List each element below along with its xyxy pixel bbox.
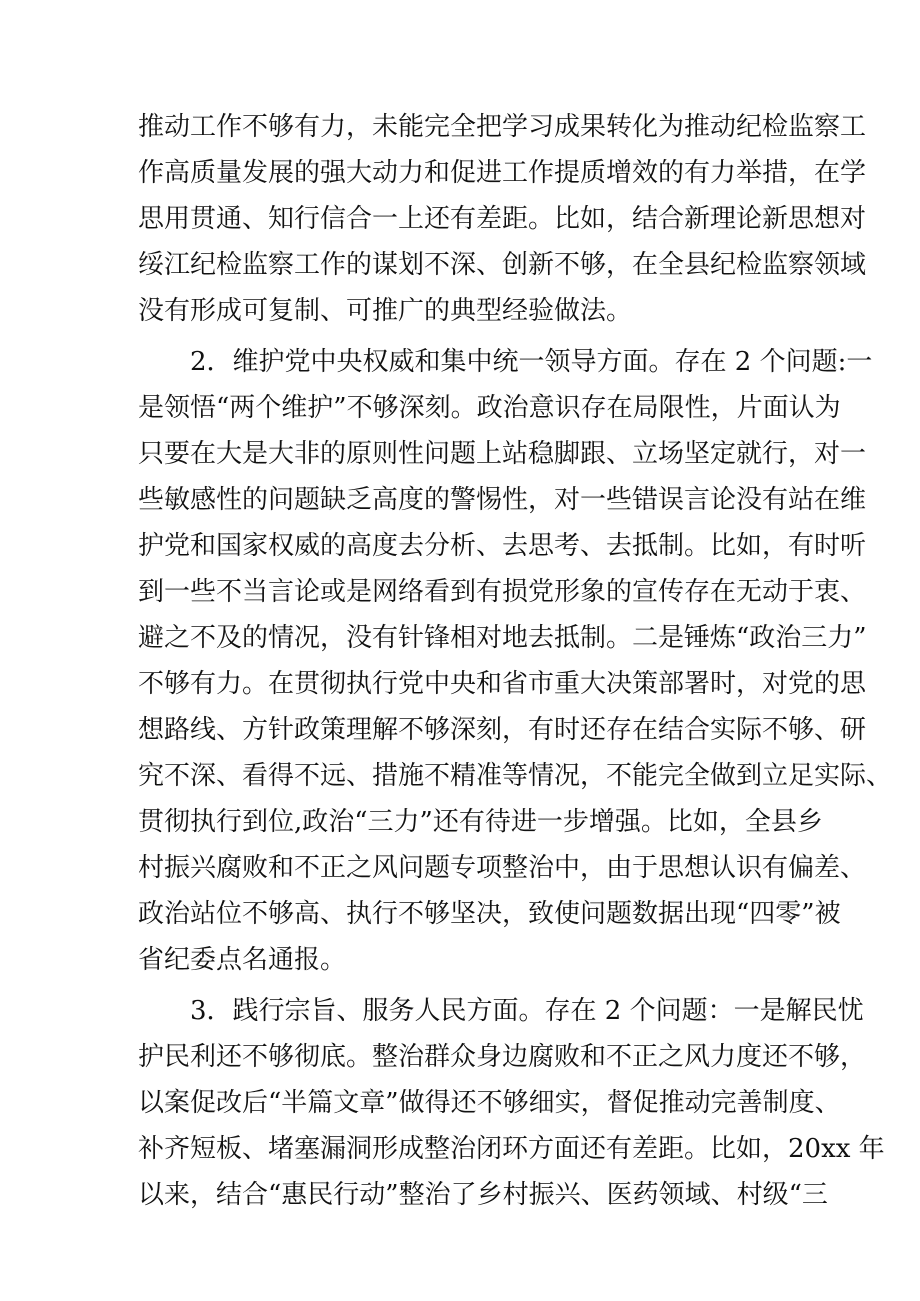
text-line: 政治站位不够高、执行不够坚决，致使问题数据出现“四零”被 [138,899,841,929]
text-line: 究不深、看得不远、措施不精准等情况，不能完全做到立足实际、 [138,761,893,791]
text-line: 到一些不当言论或是网络看到有损党形象的宣传存在无动于衷、 [138,577,867,607]
text-line: 思用贯通、知行信合一上还有差距。比如，结合新理论新思想对 [138,204,867,234]
text-line: 以来，结合“惠民行动”整治了乡村振兴、医药领域、村级“三 [138,1180,828,1210]
text-line: 护民利还不够彻底。整治群众身边腐败和不正之风力度还不够， [138,1042,867,1072]
text-line: 些敏感性的问题缺乏高度的警惕性，对一些错误言论没有站在维 [138,485,867,515]
text-line: 不够有力。在贯彻执行党中央和省市重大决策部署时，对党的思 [138,669,867,699]
text-line: 以案促改后“半篇文章”做得还不够细实，督促推动完善制度、 [138,1088,841,1118]
text-line: 避之不及的情况，没有针锋相对地去抵制。二是锤炼“政治三力” [138,623,867,653]
paragraph-1 [138,104,867,334]
text-line: 绥江纪检监察工作的谋划不深、创新不够，在全县纪检监察领域 [138,250,867,280]
paragraph-2 [138,339,893,983]
text-line: 补齐短板、堵塞漏洞形成整治闭环方面还有差距。比如，20xx 年 [138,1134,885,1164]
text-line: 省纪委点名通报。 [138,945,347,975]
paragraph-3 [138,988,885,1218]
text-line: 作高质量发展的强大动力和促进工作提质增效的有力举措，在学 [138,158,867,188]
text-line: 3．践行宗旨、服务人民方面。存在 2 个问题：一是解民忧 [138,996,864,1026]
text-line: 只要在大是大非的原则性问题上站稳脚跟、立场坚定就行，对一 [138,439,867,469]
text-line: 推动工作不够有力，未能完全把学习成果转化为推动纪检监察工 [138,112,867,142]
document-body [138,104,893,1218]
text-line: 护党和国家权威的高度去分析、去思考、去抵制。比如，有时听 [138,531,867,561]
text-line: 贯彻执行到位,政治“三力”还有待进一步增强。比如，全县乡 [138,807,823,837]
text-line: 想路线、方针政策理解不够深刻，有时还存在结合实际不够、研 [138,715,867,745]
text-line: 是领悟“两个维护”不够深刻。政治意识存在局限性，片面认为 [138,393,841,423]
text-line: 村振兴腐败和不正之风问题专项整治中，由于思想认识有偏差、 [138,853,867,883]
text-line: 没有形成可复制、可推广的典型经验做法。 [138,296,633,326]
text-line: 2．维护党中央权威和集中统一领导方面。存在 2 个问题:一 [138,347,873,377]
